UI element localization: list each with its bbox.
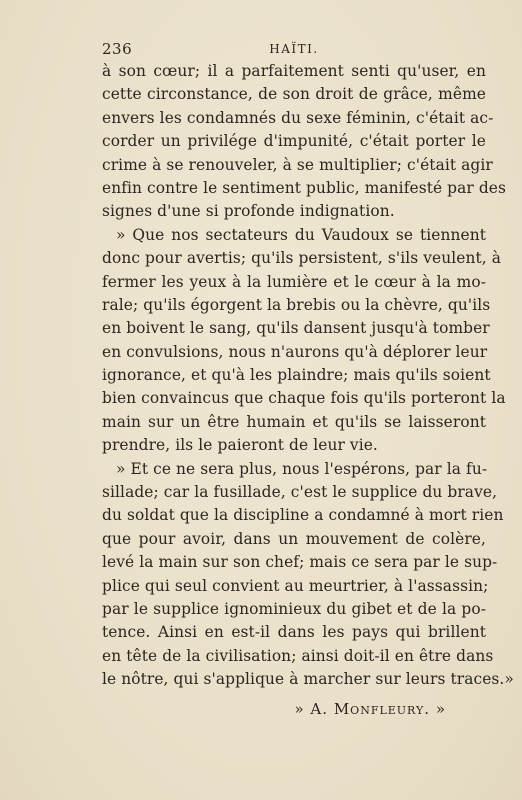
page-number: 236 bbox=[102, 40, 133, 58]
text-line: donc pour avertis; qu'ils persistent, s'ils veulent, à bbox=[102, 249, 502, 268]
text-line: signes d'une si profonde indignation. bbox=[102, 202, 395, 221]
text-line: en boivent le sang, qu'ils dansent jusqu'à tomber bbox=[102, 319, 490, 338]
signature bbox=[102, 700, 486, 718]
signature-close-quote: » bbox=[435, 700, 446, 718]
text-line: corder un privilége d'impunité, c'était porter le bbox=[102, 132, 486, 151]
text-line: main sur un être humain et qu'ils se laisseront bbox=[102, 412, 486, 431]
signature-initial: A. bbox=[310, 700, 329, 718]
text-line: en tête de la civilisation; ainsi doit-il en être dans bbox=[102, 646, 494, 665]
running-head: HAÏTI. bbox=[269, 42, 319, 56]
text-line: à son cœur; il a parfaitement senti qu'user, en bbox=[102, 62, 486, 80]
text-line: en convulsions, nous n'aurons qu'à déplorer leur bbox=[102, 342, 488, 361]
text-line: plice qui seul convient au meurtrier, à l'assassin; bbox=[102, 576, 489, 595]
text-line: sillade; car la fusillade, c'est le supplice du brave, bbox=[102, 483, 498, 502]
body-text bbox=[102, 60, 514, 692]
signature-name: Monfleury. bbox=[333, 700, 431, 718]
text-line: du soldat que la discipline a condamné à mort rien bbox=[102, 506, 504, 525]
text-line: levé la main sur son chef; mais ce sera par le sup- bbox=[102, 553, 498, 572]
text-line: rale; qu'ils égorgent la brebis ou la chèvre, qu'ils bbox=[102, 295, 491, 314]
text-line: par le supplice ignominieux du gibet et de la po- bbox=[102, 599, 486, 618]
signature-open-quote: » bbox=[294, 700, 305, 718]
page-header bbox=[102, 40, 486, 62]
text-line: le nôtre, qui s'applique à marcher sur leurs traces.» bbox=[102, 670, 514, 689]
text-line: cette circonstance, de son droit de grâce, même bbox=[102, 85, 486, 104]
text-line: enfin contre le sentiment public, manifesté par des bbox=[102, 178, 507, 197]
text-line: crime à se renouveler, à se multiplier; c'était agir bbox=[102, 155, 493, 174]
text-line: tence. Ainsi en est-il dans les pays qui brillent bbox=[102, 623, 486, 642]
text-line: ignorance, et qu'à les plaindre; mais qu'ils soient bbox=[102, 366, 491, 385]
text-line: que pour avoir, dans un mouvement de colère, bbox=[102, 529, 486, 548]
text-line: bien convaincus que chaque fois qu'ils porteront la bbox=[102, 389, 506, 408]
paragraph-start-line: » Que nos sectateurs du Vaudoux se tiennent bbox=[116, 225, 486, 244]
text-line: prendre, ils le paieront de leur vie. bbox=[102, 436, 378, 455]
paragraph-start-line: » Et ce ne sera plus, nous l'espérons, par la fu- bbox=[116, 459, 488, 478]
text-line: envers les condamnés du sexe féminin, c'était ac- bbox=[102, 108, 494, 127]
text-line: fermer les yeux à la lumière et le cœur à la mo- bbox=[102, 272, 486, 291]
